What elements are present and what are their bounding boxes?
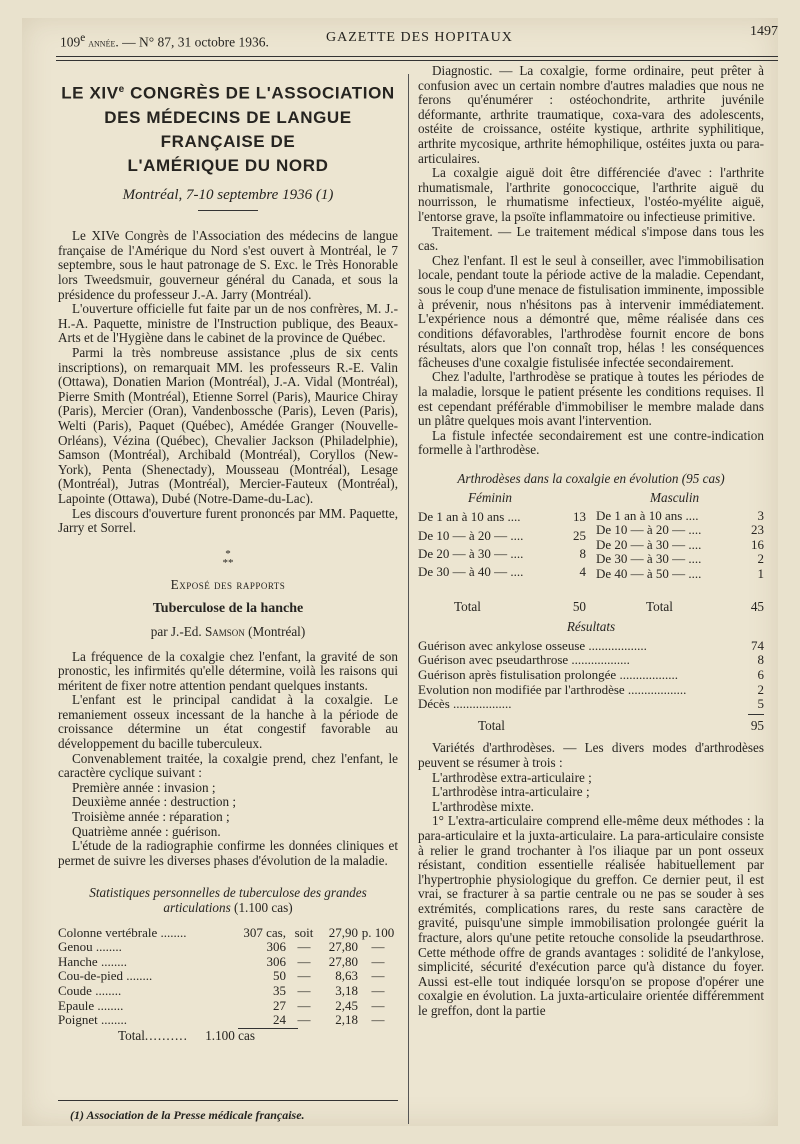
column-divider bbox=[408, 74, 409, 1124]
stats-unit: — bbox=[371, 953, 385, 969]
stats-total-value: 1.100 cas bbox=[205, 1027, 255, 1043]
masc-header: Masculin bbox=[650, 489, 700, 505]
stats-cases: 27 bbox=[273, 997, 286, 1013]
stats-site: Hanche ........ bbox=[58, 953, 127, 969]
age-range: De 1 an à 10 ans .... bbox=[596, 507, 699, 523]
paragraph: Convenablement traitée, la coxalgie prend, chez l'enfant, le caractère cyclique suivant : bbox=[58, 750, 398, 781]
age-count: 23 bbox=[751, 522, 764, 538]
list-item: L'arthrodèse extra-articulaire ; bbox=[432, 769, 592, 785]
issue-number-date: . — N° 87, 31 octobre 1936. bbox=[115, 34, 269, 50]
byline-post: (Montréal) bbox=[244, 623, 306, 639]
running-header bbox=[36, 24, 778, 48]
paragraph: Parmi la très nombreuse assistance ,plus de six cents inscriptions), on remarquait MM. les professeurs R.-E. Valin (Ottawa), Donatien Marion (Montréal), J.-A. Vidal (Montréal), Pierre Smith (Montréal), Etienne Sorrel (Paris), Maurice Chiray (Paris), Mercier (Oran), Vandenbossche (Paris), Leven (Paris), Welti (Paris), Paquet (Québec), Amédée Granger (Nouvelle-Orléans), Vézina (Québec), Chevalier Jackson (Philadelphie), Samson (Montréal), Archibald (Montréal), Coryllos (New-York), Penta (Shenectady), Mousseau (Montréal), Lesage (Montréal), Jutras (Montréal), Mercier-Fauteux (Montréal), Lapointe (Ottawa), Dubé (Notre-Dame-du-Lac). bbox=[58, 345, 398, 506]
stats-unit: — bbox=[371, 982, 385, 998]
paragraph: L'étude de la radiographie confirme les données cliniques et permet de suivre les diverses phases d'évolution de la maladie. bbox=[58, 838, 398, 868]
stats-cases: 306 bbox=[266, 953, 286, 969]
list-item: L'arthrodèse intra-articulaire ; bbox=[432, 784, 590, 800]
result-label: Guérison avec ankylose osseuse .................. bbox=[418, 638, 647, 653]
age-count: 1 bbox=[757, 566, 764, 581]
results-table bbox=[418, 639, 764, 712]
age-row bbox=[418, 563, 586, 581]
fem-header: Féminin bbox=[468, 489, 512, 505]
age-row bbox=[596, 538, 764, 553]
result-row bbox=[418, 697, 764, 712]
age-count: 2 bbox=[757, 551, 764, 567]
age-row bbox=[596, 567, 764, 582]
issue-annee: année bbox=[85, 35, 116, 50]
list-item: Quatrième année : guérison. bbox=[72, 823, 221, 839]
age-count: 4 bbox=[579, 564, 586, 580]
issue-year: 109 bbox=[60, 34, 81, 50]
result-row bbox=[418, 668, 764, 683]
stats-soit: — bbox=[297, 982, 311, 998]
right-column bbox=[418, 64, 764, 1019]
section-heading: Exposé des rapports bbox=[170, 576, 286, 592]
byline-pre: par J.-Ed. bbox=[150, 623, 205, 639]
article-title bbox=[58, 78, 398, 178]
age-row bbox=[596, 509, 764, 524]
stats-unit: p. 100 bbox=[361, 924, 395, 940]
cycle-list bbox=[72, 781, 398, 839]
paragraph: Chez l'enfant. Il est le seul à conseiller, avec l'immobilisation locale, pendant toute la période active de la maladie. Cependant, sous le coup d'une menace de fistulisation imminente, impossible à prévenir, nous n'hésitons pas à intervenir immédiatement. L'expérience nous a démontré que, même réalisée dans ces conditions défavorables, l'arthrodèse fournit encore de bons résultats, alors que l'on connaît trop, hélas ! les conséquences fâcheuses d'une coxalgie fistulisée infectée secondairement. bbox=[418, 252, 764, 370]
stats-cases: 307 cas, bbox=[243, 924, 286, 940]
result-label: Evolution non modifiée par l'arthrodèse .................. bbox=[418, 682, 687, 697]
header-rule-1 bbox=[56, 56, 778, 57]
issue-info bbox=[60, 32, 269, 51]
title-part: LE XIV bbox=[61, 83, 119, 103]
page-number: 1497 bbox=[750, 24, 778, 39]
stats-table bbox=[58, 926, 398, 1028]
header-rule-2 bbox=[56, 60, 778, 61]
fem-total-label: Total bbox=[454, 598, 481, 614]
footnote: (1) Association de la Presse médicale française. bbox=[70, 1108, 305, 1122]
list-item: Troisième année : réparation ; bbox=[72, 809, 230, 825]
paragraph: L'ouverture officielle fut faite par un de nos confrères, M. J.-H.-A. Paquette, ministre de l'Instruction publique, des Beaux-Arts et de l'Hygiène dans le cabinet de la province de Québec. bbox=[58, 301, 398, 346]
stats-row bbox=[58, 955, 398, 970]
stats-pct: 27,90 bbox=[328, 924, 358, 940]
result-count: 74 bbox=[751, 637, 764, 653]
age-totals bbox=[418, 600, 764, 615]
result-label: Décès .................. bbox=[418, 697, 512, 712]
stats-soit: — bbox=[297, 997, 311, 1013]
list-item: Première année : invasion ; bbox=[72, 779, 216, 795]
results-total-label: Total bbox=[478, 717, 505, 733]
result-count: 5 bbox=[757, 696, 764, 712]
stats-soit: — bbox=[297, 939, 311, 955]
stats-soit: — bbox=[297, 968, 311, 984]
results-total-value: 95 bbox=[750, 717, 764, 733]
stats-total bbox=[118, 1029, 398, 1044]
stats-unit: — bbox=[371, 997, 385, 1013]
age-range: De 1 an à 10 ans .... bbox=[418, 509, 521, 525]
stats-site: Cou-de-pied ........ bbox=[58, 968, 153, 984]
stats-row bbox=[58, 940, 398, 955]
title-rule bbox=[198, 210, 258, 211]
report-title: Tuberculose de la hanche bbox=[152, 601, 304, 617]
byline-author: Samson bbox=[204, 623, 245, 639]
paragraph: Chez l'adulte, l'arthrodèse se pratique à toutes les périodes de la maladie, lorsque le patient présente les conditions requises. Il est cependant préférable d'immobiliser le membre malade dans un plâtre quelques mois avant l'intervention. bbox=[418, 369, 764, 429]
issue-sup: e bbox=[80, 32, 86, 44]
stats-unit: — bbox=[371, 968, 385, 984]
stats-row bbox=[58, 999, 398, 1014]
paragraph: La coxalgie aiguë doit être différenciée d'avec : l'arthrite rhumatismale, l'arthrite gonococcique, l'arthrite aiguë du nourrisson, le rhumatisme infectieux, l'ostéo-myélite aiguë, l'entorse grave, la psoïte inflammatoire ou infectieuse primitive. bbox=[418, 165, 764, 224]
result-row bbox=[418, 639, 764, 654]
title-part-rest: CONGRÈS DE L'ASSOCIATION bbox=[124, 83, 395, 103]
article-subtitle: Montréal, 7-10 septembre 1936 (1) bbox=[122, 186, 334, 203]
age-row bbox=[418, 527, 586, 545]
stats-title-count: (1.100 cas) bbox=[234, 900, 293, 915]
stats-site: Poignet ........ bbox=[58, 1012, 127, 1028]
age-count: 8 bbox=[579, 545, 586, 561]
types-list bbox=[432, 771, 764, 815]
results-total bbox=[418, 719, 764, 734]
result-count: 2 bbox=[757, 681, 764, 697]
title-sup: e bbox=[118, 84, 125, 95]
stats-pct: 2,18 bbox=[335, 1012, 358, 1028]
age-row bbox=[596, 552, 764, 567]
stats-pct: 27,80 bbox=[328, 953, 358, 969]
age-range: De 30 — à 30 — .... bbox=[596, 551, 702, 567]
stats-row bbox=[58, 926, 398, 941]
title-line-2: DES MÉDECINS DE LANGUE FRANÇAISE DE bbox=[104, 107, 352, 151]
masc-table bbox=[596, 509, 764, 582]
age-range: De 20 — à 30 — .... bbox=[418, 545, 524, 561]
stats-site: Colonne vertébrale ........ bbox=[58, 924, 187, 940]
result-row bbox=[418, 683, 764, 698]
age-row bbox=[418, 509, 586, 527]
stats-site: Epaule ........ bbox=[58, 997, 124, 1013]
stats-title-text: Statistiques personnelles de tuberculose des grandes articulations bbox=[89, 885, 367, 915]
masc-total bbox=[596, 600, 764, 615]
stats-site: Genou ........ bbox=[58, 939, 122, 955]
stats-soit: — bbox=[297, 953, 311, 969]
result-label: Guérison avec pseudarthrose .................. bbox=[418, 653, 630, 668]
stats-unit: — bbox=[371, 939, 385, 955]
leader-dots: .......... bbox=[144, 1027, 188, 1043]
stats-title bbox=[58, 886, 398, 915]
stats-row bbox=[58, 1013, 398, 1028]
masc-total-value: 45 bbox=[750, 598, 764, 614]
paragraph: La fréquence de la coxalgie chez l'enfant, la gravité de son pronostic, les infirmités qu'elle détermine, voilà les raisons qui méritent de fixer notre attention pendant quelques instants. bbox=[58, 648, 398, 693]
paragraph: Le XIVe Congrès de l'Association des médecins de langue française de l'Amérique du Nord s'est ouvert à Montréal, le 7 septembre, sous le haut patronage de S. Exc. le Très Honorable lors Tweedsmuir, gouverneur général du Canada, et sous la présidence du professeur J.-A. Jarry (Montréal). bbox=[58, 228, 398, 302]
stats-cases: 24 bbox=[273, 1012, 286, 1028]
stats-cases: 35 bbox=[273, 982, 286, 998]
stats-pct: 27,80 bbox=[328, 939, 358, 955]
stats-soit: soit bbox=[294, 924, 314, 940]
age-count: 25 bbox=[573, 527, 586, 543]
left-column bbox=[58, 72, 398, 1043]
age-tables bbox=[418, 509, 764, 582]
fem-total bbox=[418, 600, 586, 615]
result-label: Guérison après fistulisation prolongée .................. bbox=[418, 667, 678, 682]
age-count: 16 bbox=[751, 536, 764, 552]
age-range: De 10 — à 20 — .... bbox=[418, 527, 524, 543]
result-count: 8 bbox=[757, 652, 764, 668]
stats-total-label: Total bbox=[118, 1027, 145, 1043]
paragraph-varietes: Variétés d'arthrodèses. — Les divers modes d'arthrodèses peuvent se résumer à trois : bbox=[418, 740, 764, 770]
age-range: De 20 — à 30 — .... bbox=[596, 536, 702, 552]
stats-pct: 8,63 bbox=[335, 968, 358, 984]
result-row bbox=[418, 653, 764, 668]
stats-soit: — bbox=[297, 1012, 311, 1028]
age-row bbox=[418, 545, 586, 563]
stats-site: Coude ........ bbox=[58, 982, 122, 998]
title-line-3: L'AMÉRIQUE DU NORD bbox=[127, 155, 329, 175]
list-item: Deuxième année : destruction ; bbox=[72, 794, 237, 810]
arthrodeses-title: Arthrodèses dans la coxalgie en évolution (95 cas) bbox=[457, 471, 725, 487]
age-range: De 10 — à 20 — .... bbox=[596, 522, 702, 538]
stats-pct: 3,18 bbox=[335, 982, 358, 998]
paragraph: Les discours d'ouverture furent prononcés par MM. Paquette, Jarry et Sorrel. bbox=[58, 505, 398, 536]
result-count: 6 bbox=[757, 666, 764, 682]
age-range: De 30 — à 40 — .... bbox=[418, 564, 524, 580]
list-item: L'arthrodèse mixte. bbox=[432, 798, 534, 814]
stats-row bbox=[58, 969, 398, 984]
paragraph: 1° L'extra-articulaire comprend elle-même deux méthodes : la para-articulaire et la juxta-articulaire. La para-articulaire consiste à relier le grand trochanter à l'os iliaque par un pont osseux résistant, condition essentielle réalisée habituellement par l'hypertrophie physiologique du greffon. Ce dernier peut, il est vrai, se fracturer à sa partie centrale ou ne pas se souder à ses extrémités, complications rares, du reste sans caractère de gravité, puisqu'une simple immobilisation prolongée guérit la fracture, alors qu'une petite retouche consolide la pseudarthrose. Cette méthode offre de grands avantages : solidité de l'ankylose, simplicité, sécurité d'exécution parce qu'à distance du foyer. Aussi est-elle tout indiquée lorsqu'on se propose d'opérer une coxalgie en évolution. La juxta-articulaire orientée différemment le greffon, dont la partie bbox=[418, 813, 764, 1019]
stats-pct: 2,45 bbox=[335, 997, 358, 1013]
paragraph-diagnostic: Diagnostic. — La coxalgie, forme ordinaire, peut prêter à confusion avec un certain nombre d'autres maladies que nous ne ferons qu'énumérer : ostéochondrite, arthrite juvénile déformante, arthrite traumatique, coxa-vara des adolescents, ostéite de croissance, ostéite kystique, arthrite syphilitique, arthrite mycosique, arthrite hémophilique, ostéites juxta ou para-articulaires. bbox=[418, 63, 764, 166]
stats-cases: 306 bbox=[266, 939, 286, 955]
age-row bbox=[596, 523, 764, 538]
stats-cases: 50 bbox=[273, 968, 286, 984]
paragraph: L'enfant est le principal candidat à la coxalgie. Le remaniement osseux incessant de la hanche à la période de croissance détermine un état congestif favorable au développement du bacille tuberculeux. bbox=[58, 692, 398, 752]
footnote-rule bbox=[58, 1100, 398, 1101]
asterism: * ** bbox=[222, 547, 234, 569]
masc-total-label: Total bbox=[646, 598, 673, 614]
report-byline bbox=[58, 625, 398, 640]
paragraph: La fistule infectée secondairement est une contre-indication formelle à l'arthrodèse. bbox=[418, 427, 764, 458]
paragraph-traitement: Traitement. — Le traitement médical s'impose dans tous les cas. bbox=[418, 223, 764, 254]
journal-title: GAZETTE DES HOPITAUX bbox=[326, 30, 513, 45]
title-line-1 bbox=[58, 78, 398, 106]
stats-unit: — bbox=[371, 1012, 385, 1028]
sex-headers bbox=[418, 491, 764, 509]
results-title: Résultats bbox=[566, 619, 616, 635]
fem-table bbox=[418, 509, 586, 582]
age-range: De 40 — à 50 — .... bbox=[596, 566, 702, 581]
age-count: 13 bbox=[573, 509, 586, 525]
fem-total-value: 50 bbox=[572, 598, 586, 614]
age-count: 3 bbox=[757, 507, 764, 523]
stats-row bbox=[58, 984, 398, 999]
results-total-rule bbox=[748, 714, 764, 715]
